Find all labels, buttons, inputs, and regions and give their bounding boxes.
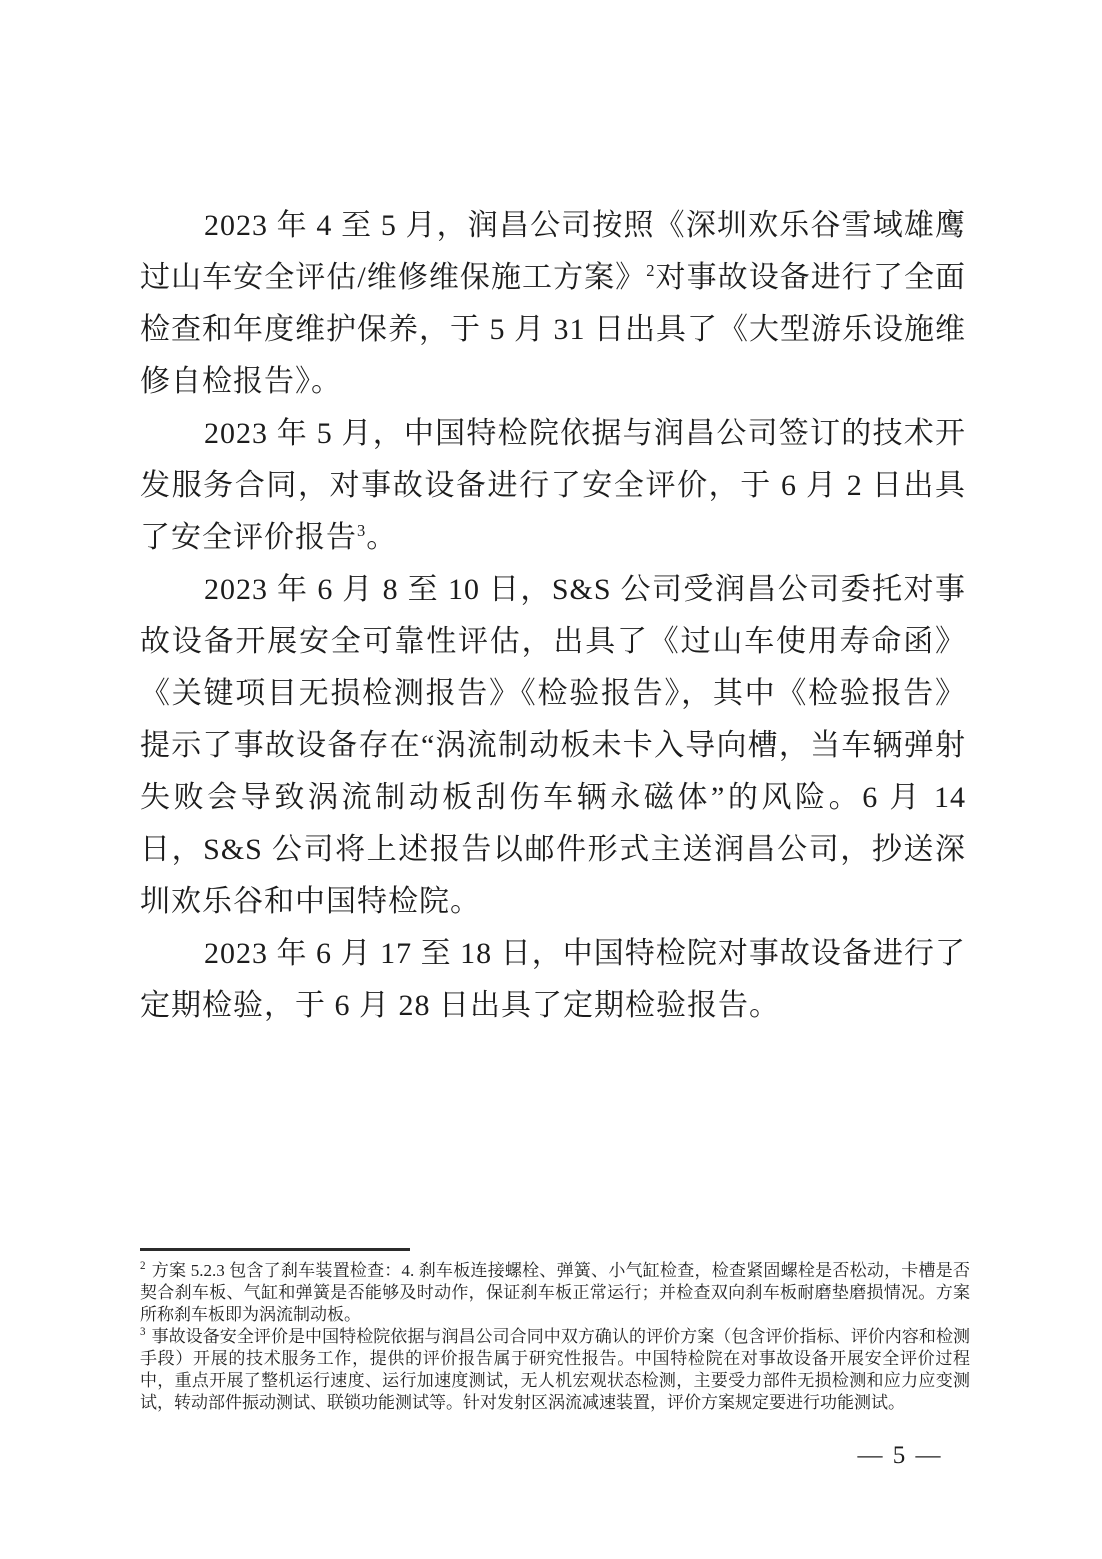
paragraph-4-text: 2023 年 6 月 17 至 18 日，中国特检院对事故设备进行了定期检验，于 6 月 28 日出具了定期检验报告。 <box>140 937 966 1022</box>
paragraph-4 <box>140 928 966 1032</box>
footnote-ref-2: 2 <box>646 261 656 280</box>
paragraph-1 <box>140 200 966 408</box>
footnote-separator-line <box>140 1248 410 1251</box>
paragraph-3-text: 2023 年 6 月 8 至 10 日，S&S 公司受润昌公司委托对事故设备开展安全可靠性评估，出具了《过山车使用寿命函》《关键项目无损检测报告》《检验报告》，其中《检验报告》提示了事故设备存在“涡流制动板未卡入导向槽，当车辆弹射失败会导致涡流制动板刮伤车辆永磁体”的风险。6 月 14 日，S&S 公司将上述报告以邮件形式主送润昌公司，抄送深圳欢乐谷和中国特检院。 <box>140 573 966 918</box>
page-number: — 5 — <box>857 1442 943 1469</box>
paragraph-3 <box>140 564 966 928</box>
footnote-ref-3: 3 <box>357 521 367 540</box>
footnote-2-text: 方案 5.2.3 包含了刹车装置检查：4. 刹车板连接螺栓、弹簧、小气缸检查，检查紧固螺栓是否松动，卡槽是否契合刹车板、气缸和弹簧是否能够及时动作，保证刹车板正常运行；并检查双向刹车板耐磨垫磨损情况。方案所称刹车板即为涡流制动板。 <box>140 1261 970 1324</box>
footnote-3 <box>140 1326 970 1414</box>
footnote-2 <box>140 1260 970 1326</box>
footnotes-section <box>140 1248 970 1414</box>
footnote-3-text: 事故设备安全评价是中国特检院依据与润昌公司合同中双方确认的评价方案（包含评价指标、评价内容和检测手段）开展的技术服务工作，提供的评价报告属于研究性报告。中国特检院在对事故设备开展安全评价过程中，重点开展了整机运行速度、运行加速度测试，无人机宏观状态检测，主要受力部件无损检测和应力应变测试，转动部件振动测试、联锁功能测试等。针对发射区涡流减速装置，评价方案规定要进行功能测试。 <box>140 1327 970 1412</box>
paragraph-1-text: 2023 年 4 至 5 月，润昌公司按照《深圳欢乐谷雪域雄鹰过山车安全评估/维修维保施工方案》 <box>140 209 966 294</box>
footnote-2-marker: 2 <box>140 1260 146 1273</box>
paragraph-2-text: 2023 年 5 月，中国特检院依据与润昌公司签订的技术开发服务合同，对事故设备进行了安全评价，于 6 月 2 日出具了安全评价报告 <box>140 417 966 554</box>
paragraph-1-text-cont: 对事故设备进行了全面检查和年度维护保养，于 5 月 31 日出具了《大型游乐设施维修自检报告》。 <box>140 261 967 398</box>
footnote-3-marker: 3 <box>140 1326 146 1339</box>
paragraph-2-text-cont: 。 <box>366 521 398 554</box>
document-body <box>140 200 966 1032</box>
paragraph-2 <box>140 408 966 564</box>
